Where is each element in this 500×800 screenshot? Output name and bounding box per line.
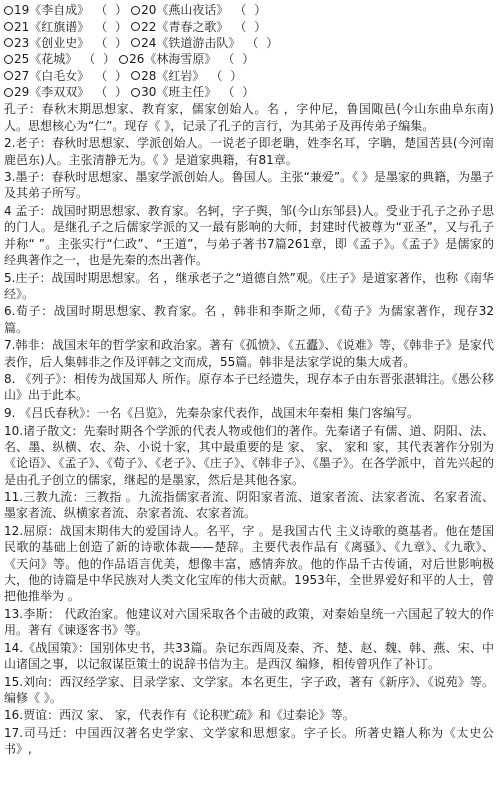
circle-marker-icon bbox=[4, 88, 13, 97]
note-entry: 2.老子：春秋时思想家、学派创始人。一说老子即老聃，姓李名耳，字聃，楚国苦县(今河南鹿邑东)人。主张清静无为。《 》是道家典籍，有81章。 bbox=[4, 136, 494, 167]
option-item bbox=[131, 19, 268, 35]
option-item bbox=[4, 68, 129, 84]
option-label: 26《林海雪原》 bbox=[129, 52, 217, 67]
note-entry: 10.诸子散文：先秦时期各个学派的代表人物或他们的著作。先秦诸子有儒、道、阴阳、法、名、墨、纵横、农、杂、小说十家，其中最重要的是 家、 家、 家和 家，其代表著作分别为《论语》、《孟子》、《荀子》、《老子》、《庄子》、《韩非子》、《墨子》。在各学派中，首先兴起的是由孔子创立的儒家，继起的是墨家，然后是其他各家。 bbox=[4, 423, 494, 487]
note-entry: 17.司马迁：中国西汉著名史学家、文学家和思想家。字子长。所著史籍人称为《太史公书》, bbox=[4, 726, 494, 757]
option-row bbox=[4, 68, 494, 84]
note-entry: 3.墨子：春秋时思想家、墨家学派创始人。鲁国人。主张“兼爱”。《 》是墨家的典籍，为墨子及其弟子所写。 bbox=[4, 170, 494, 201]
note-entry: 7.韩非：战国末年的哲学家和政治家。著有《孤愤》、《五蠹》、《说难》等，《韩非子》是家代表作，后人集韩非之作及评韩之文而成，55篇。韩非是法家学说的集大成者。 bbox=[4, 338, 494, 369]
answer-blank[interactable]: （ ） bbox=[95, 35, 130, 50]
note-entry: 4 孟子：战国时期思想家、教育家。名轲，字子舆，邹(今山东邹县)人。受业于孔子之孙子思的门人。是继孔子之后儒家学派的又一最有影响的大师，封建时代被尊为“亚圣”，又与孔子并称“ ”。主张实行“仁政”、“王道”，与弟子著书7篇261章，即《孟子》。《孟子》是儒家的经典著作之一，也是先秦的杰出著作。 bbox=[4, 204, 494, 267]
option-item bbox=[4, 19, 129, 35]
option-label: 27《白毛女》 bbox=[14, 68, 90, 83]
option-label: 30《班主任》 bbox=[141, 85, 217, 100]
circle-marker-icon bbox=[119, 55, 128, 64]
circle-marker-icon bbox=[4, 6, 13, 15]
circle-marker-icon bbox=[131, 38, 140, 47]
answer-blank[interactable]: （ ） bbox=[234, 19, 269, 34]
circle-marker-icon bbox=[4, 22, 13, 31]
answer-blank[interactable]: （ ） bbox=[95, 3, 130, 18]
option-label: 20《燕山夜话》 bbox=[141, 3, 229, 18]
answer-blank[interactable]: （ ） bbox=[246, 35, 281, 50]
note-entry: 9. 《吕氏春秋》：一名《吕览》，先秦杂家代表作，战国末年秦相 集门客编写。 bbox=[4, 406, 420, 421]
answer-options bbox=[4, 2, 494, 100]
circle-marker-icon bbox=[131, 88, 140, 97]
answer-blank[interactable]: （ ） bbox=[234, 3, 269, 18]
option-item bbox=[131, 84, 256, 100]
answer-blank[interactable]: （ ） bbox=[222, 85, 257, 100]
note-entry: 6.荀子：战国时期思想家、教育家。名 ，韩非和李斯之师，《荀子》为儒家著作，现存32篇。 bbox=[4, 304, 494, 335]
answer-blank[interactable]: （ ） bbox=[222, 52, 257, 67]
note-entry: 12.屈原：战国末期伟大的爱国诗人。名平，字 。是我国古代 主义诗歌的奠基者。他在楚国民歌的基础上创造了新的诗歌体裁——楚辞。主要代表作品有《离骚》、《九章》、《九歌》、《天问》等。他的作品语言优美，想像丰富，感情奔放。他的作品千古传诵，对后世影响极大，他的诗篇是中华民族对人类文化宝库的伟大贡献。1953年，全世界爱好和平的人士，曾把他推举为 。 bbox=[4, 524, 494, 604]
option-label: 23《创业史》 bbox=[14, 35, 90, 50]
option-row bbox=[4, 18, 494, 34]
option-label: 22《青春之歌》 bbox=[141, 19, 229, 34]
circle-marker-icon bbox=[4, 71, 13, 80]
note-entry: 16.贾谊：西汉 家、 家，代表作有《论积贮疏》和《过秦论》等。 bbox=[4, 708, 355, 723]
note-entry: 14.《战国策》：国别体史书，共33篇。杂记东西周及秦、齐、楚、赵、魏、韩、燕、宋、中山诸国之事，以记叙谋臣策士的说辞书信为主。是西汉 编修，相传曾巩作了补订。 bbox=[4, 640, 494, 671]
answer-blank[interactable]: （ ） bbox=[210, 68, 245, 83]
option-label: 25《花城》 bbox=[14, 52, 78, 67]
circle-marker-icon bbox=[131, 71, 140, 80]
option-item bbox=[4, 35, 129, 51]
note-entry: 孔子：春秋末期思想家、教育家，儒家创始人。名 ，字仲尼，鲁国陬邑(今山东曲阜东南)人。思想核心为“仁”。现存《 》，记录了孔子的言行，为其弟子及再传弟子编集。 bbox=[4, 102, 494, 133]
note-entry: 11.三教九流：三教指 。九流指儒家者流、阴阳家者流、道家者流、法家者流、名家者流、墨家者流、纵横家者流、杂家者流、农家者流。 bbox=[4, 490, 494, 521]
notes-list bbox=[4, 101, 494, 757]
answer-blank[interactable]: （ ） bbox=[95, 68, 130, 83]
answer-blank[interactable]: （ ） bbox=[95, 19, 130, 34]
circle-marker-icon bbox=[131, 22, 140, 31]
option-label: 19《李自成》 bbox=[14, 3, 90, 18]
note-entry: 13.李斯： 代政治家。他建议对六国采取各个击破的政策，对秦始皇统一六国起了较大的作用。著有《谏逐客书》等。 bbox=[4, 606, 494, 638]
option-item bbox=[4, 51, 117, 67]
note-entry: 8. 《列子》：相传为战国郑人 所作。原存本子已经遗失，现存本子由东晋张湛辑注。《愚公移山》出于此本。 bbox=[4, 372, 494, 403]
option-row bbox=[4, 51, 494, 67]
option-label: 28《红岩》 bbox=[141, 68, 205, 83]
option-item bbox=[131, 35, 280, 51]
option-label: 21《红旗谱》 bbox=[14, 19, 90, 34]
option-item bbox=[131, 2, 268, 18]
option-row bbox=[4, 84, 494, 100]
circle-marker-icon bbox=[4, 55, 13, 64]
option-item bbox=[119, 51, 256, 67]
option-item bbox=[4, 84, 129, 100]
option-item bbox=[131, 68, 244, 84]
option-row bbox=[4, 2, 494, 18]
answer-blank[interactable]: （ ） bbox=[83, 52, 118, 67]
option-item bbox=[4, 2, 129, 18]
note-entry: 5.庄子：战国时期思想家。名 ，继承老子之“道德自然”观。《庄子》是道家著作，也称《南华经》。 bbox=[4, 270, 494, 301]
circle-marker-icon bbox=[131, 6, 140, 15]
circle-marker-icon bbox=[4, 38, 13, 47]
note-entry: 15.刘向：西汉经学家、目录学家、文学家。本名更生，字子政，著有《新序》、《说苑》等。编修《 》。 bbox=[4, 674, 494, 705]
option-label: 29《李双双》 bbox=[14, 85, 90, 100]
option-row bbox=[4, 35, 494, 51]
option-label: 24《铁道游击队》 bbox=[141, 35, 241, 50]
answer-blank[interactable]: （ ） bbox=[95, 85, 130, 100]
